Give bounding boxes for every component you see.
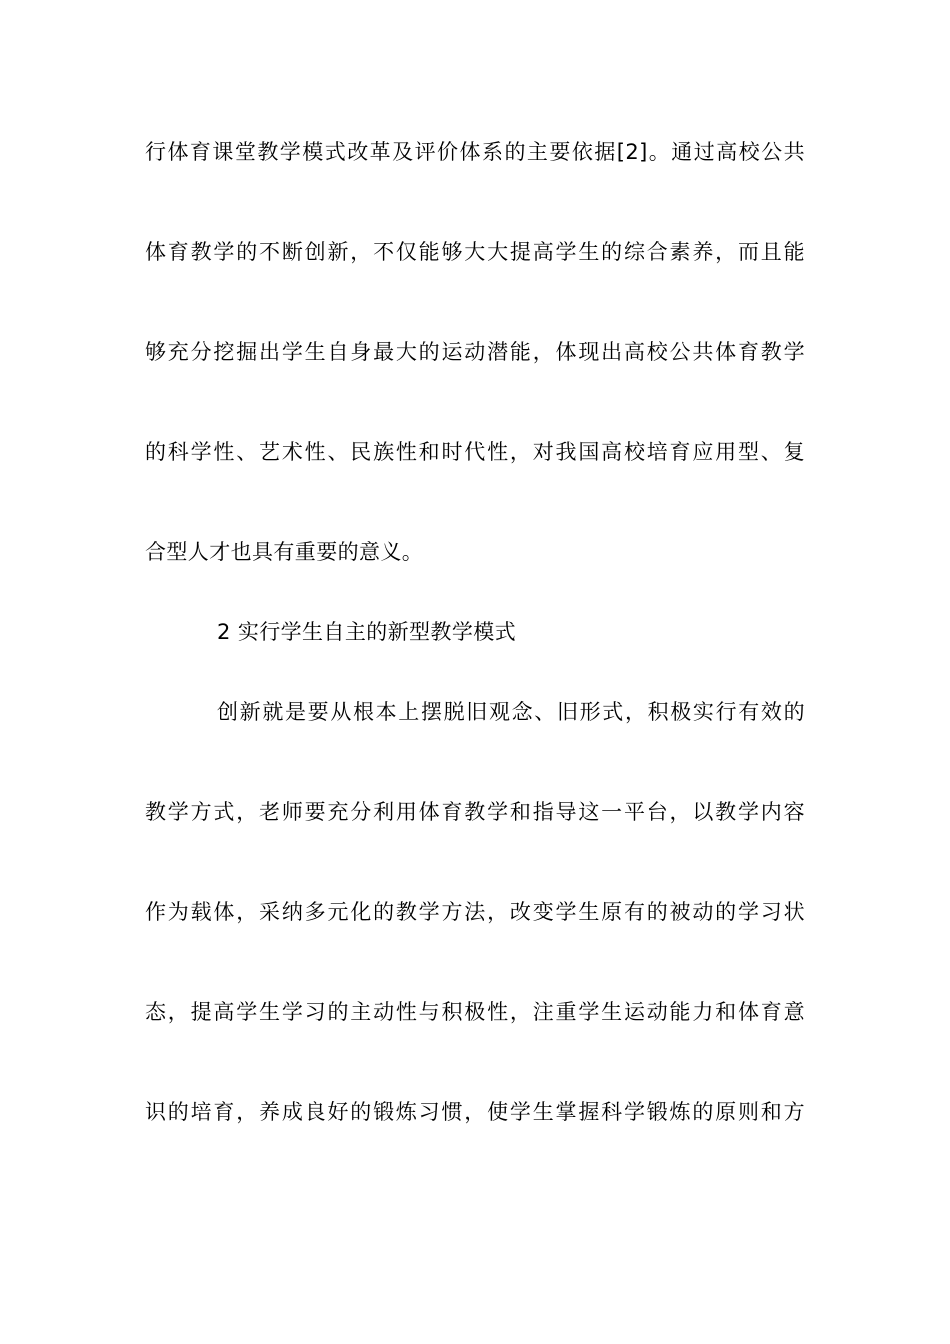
body-text-line-4: 的科学性、艺术性、民族性和时代性，对我国高校培育应用型、复 — [145, 440, 805, 464]
paragraph-line-5: 识的培育，养成良好的锻炼习惯，使学生掌握科学锻炼的原则和方 — [145, 1100, 805, 1124]
paragraph-line-4: 态，提高学生学习的主动性与积极性，注重学生运动能力和体育意 — [145, 1000, 805, 1024]
paragraph-line-1: 创新就是要从根本上摆脱旧观念、旧形式，积极实行有效的 — [217, 700, 805, 724]
paragraph-line-3: 作为载体，采纳多元化的教学方法，改变学生原有的被动的学习状 — [145, 900, 805, 924]
body-text-line-5: 合型人才也具有重要的意义。 — [145, 540, 424, 564]
body-text-line-1: 行体育课堂教学模式改革及评价体系的主要依据[2]。通过高校公共 — [145, 140, 805, 164]
paragraph-line-2: 教学方式，老师要充分利用体育教学和指导这一平台，以教学内容 — [145, 800, 805, 824]
section-heading: 2 实行学生自主的新型教学模式 — [217, 620, 517, 644]
body-text-line-3: 够充分挖掘出学生自身最大的运动潜能，体现出高校公共体育教学 — [145, 340, 805, 364]
body-text-line-2: 体育教学的不断创新，不仅能够大大提高学生的综合素养，而且能 — [145, 240, 805, 264]
